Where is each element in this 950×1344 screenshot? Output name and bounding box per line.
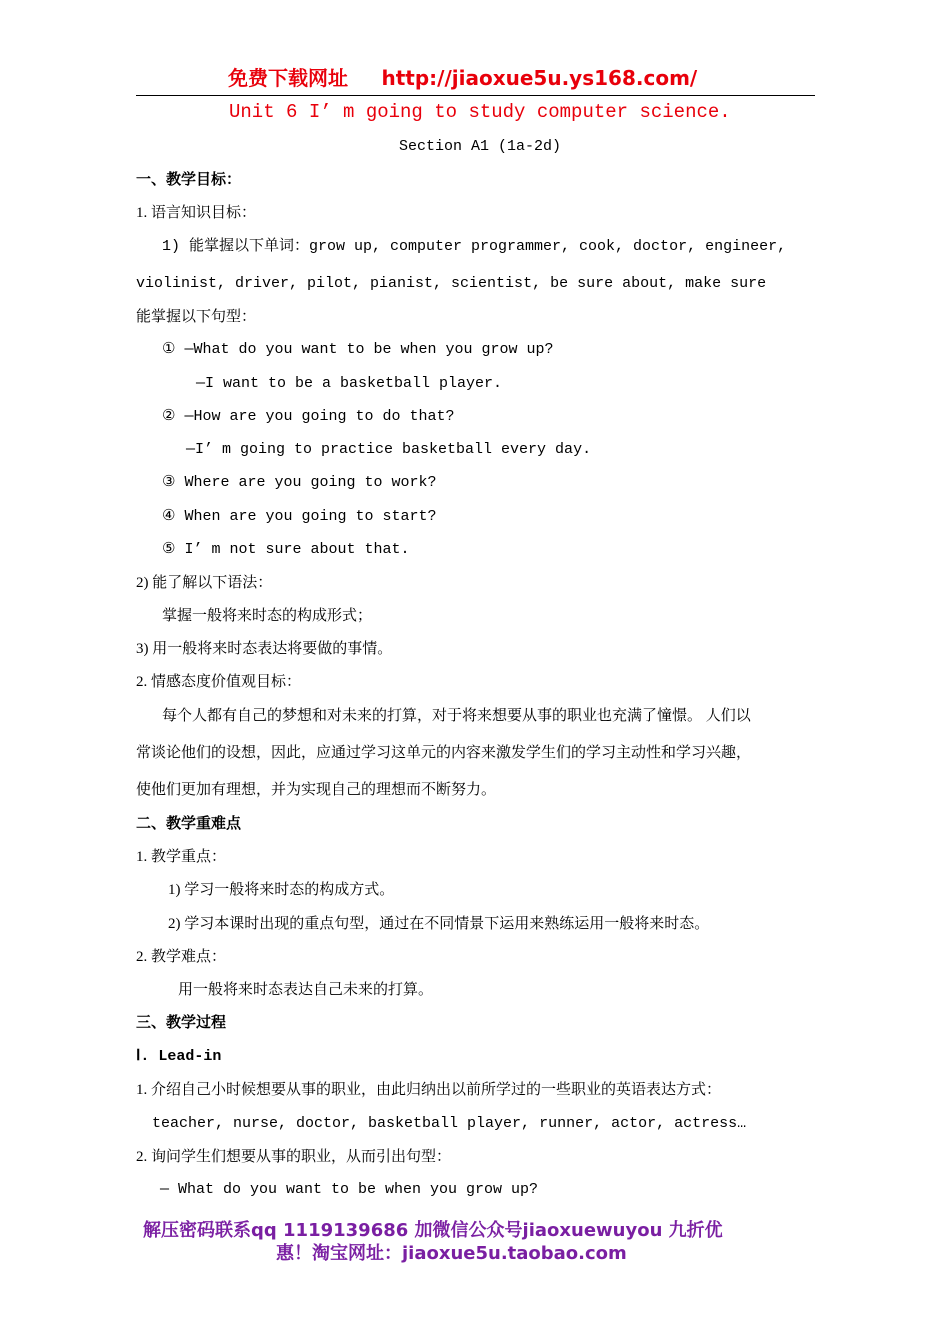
paragraph-line: 常谈论他们的设想，因此，应通过学习这单元的内容来激发学生们的学习主动性和学习兴趣， bbox=[136, 745, 752, 761]
text-line: teacher, nurse, doctor, basketball player, runner, actor, actress… bbox=[152, 1115, 747, 1132]
heading-process: 三、教学过程 bbox=[136, 1015, 227, 1031]
sentence-line: ⑤ I’ m not sure about that. bbox=[162, 541, 410, 558]
subheading-lead-in: Ⅰ. Lead-in bbox=[136, 1048, 222, 1065]
section-subtitle: Section A1 (1a-2d) bbox=[399, 138, 562, 155]
sentence-line: ④ When are you going to start? bbox=[162, 508, 437, 525]
text-line: 2. 教学难点： bbox=[136, 949, 227, 965]
text-line: violinist, driver, pilot, pianist, scientist, be sure about, make sure bbox=[136, 275, 767, 292]
header-label: 免费下载网址 bbox=[228, 66, 348, 90]
sentence-line: ① —What do you want to be when you grow up? bbox=[162, 341, 554, 358]
text-line: 用一般将来时态表达自己未来的打算。 bbox=[178, 982, 434, 998]
header-divider bbox=[136, 95, 815, 96]
text-line: 1) 能掌握以下单词：grow up, computer programmer, cook, doctor, engineer, bbox=[162, 238, 787, 255]
footer-line-2: 惠！淘宝网址：jiaoxue5u.taobao.com bbox=[276, 1243, 627, 1264]
sentence-line: ② —How are you going to do that? bbox=[162, 408, 455, 425]
text-line: 掌握一般将来时态的构成形式； bbox=[162, 608, 373, 624]
text-line: 2) 学习本课时出现的重点句型，通过在不同情景下运用来熟练运用一般将来时态。 bbox=[168, 916, 710, 932]
text-line: 1. 介绍自己小时候想要从事的职业，由此归纳出以前所学过的一些职业的英语表达方式： bbox=[136, 1082, 722, 1098]
text-line: 1) 学习一般将来时态的构成方式。 bbox=[168, 882, 395, 898]
text-line: — What do you want to be when you grow up? bbox=[160, 1181, 539, 1198]
sentence-line: —I want to be a basketball player. bbox=[196, 375, 503, 392]
text-line: 2) 能了解以下语法： bbox=[136, 575, 273, 591]
text-line: 2. 情感态度价值观目标： bbox=[136, 674, 302, 690]
heading-key-points: 二、教学重难点 bbox=[136, 816, 242, 832]
text-line: 1. 教学重点： bbox=[136, 849, 227, 865]
text-line: 能掌握以下句型： bbox=[136, 309, 257, 325]
heading-objectives: 一、教学目标： bbox=[136, 172, 242, 188]
footer-line-1: 解压密码联系qq 1119139686 加微信公众号jiaoxuewuyou 九折优 bbox=[143, 1220, 723, 1241]
sentence-line: —I’ m going to practice basketball every day. bbox=[186, 441, 592, 458]
paragraph-line: 使他们更加有理想，并为实现自己的理想而不断努力。 bbox=[136, 782, 497, 798]
header-bar bbox=[228, 68, 697, 91]
paragraph-line: 每个人都有自己的梦想和对未来的打算，对于将来想要从事的职业也充满了憧憬。 人们以 bbox=[162, 708, 751, 724]
text-line: 3) 用一般将来时态表达将要做的事情。 bbox=[136, 641, 393, 657]
text-line: 1. 语言知识目标： bbox=[136, 205, 257, 221]
header-url-link[interactable]: http://jiaoxue5u.ys168.com/ bbox=[381, 66, 698, 90]
sentence-line: ③ Where are you going to work? bbox=[162, 474, 437, 491]
text-line: 2. 询问学生们想要从事的职业，从而引出句型： bbox=[136, 1149, 452, 1165]
page-title: Unit 6 I’ m going to study computer science. bbox=[229, 101, 731, 123]
